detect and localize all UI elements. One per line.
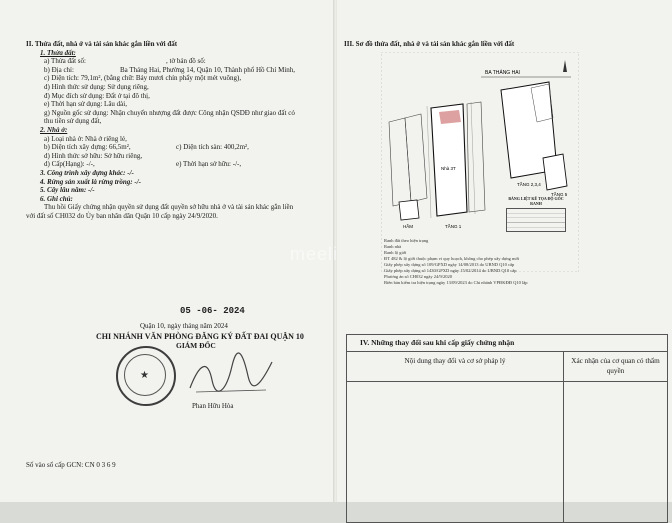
changes-section [346, 334, 668, 523]
right-page [344, 40, 660, 48]
svg-text:Nhà 3T: Nhà 3T [441, 166, 456, 171]
date-stamp: 05 -06- 2024 [180, 306, 245, 316]
street-label: BA THÁNG HAI [485, 70, 520, 76]
land-title: 1. Thửa đất: [40, 48, 76, 57]
director-title: GIÁM ĐỐC [176, 341, 216, 350]
land-item-origin-cont: thu tiền sử dụng đất, [44, 117, 102, 126]
legend-item: Giấy phép xây dựng số 109/GPXD ngày 14/08/2013 do UBND Q10 cấp [384, 262, 515, 267]
coordinate-table: BẢNG LIỆT KÊ TỌA ĐỘ GÓC RANH [506, 196, 566, 232]
land-item-origin: g) Nguồn gốc sử dụng: Nhận chuyển nhượng đất được Công nhận QSDĐ như giao đất có [44, 108, 295, 117]
col-header-confirm: Xác nhận của cơ quan có thẩm quyền [564, 352, 668, 382]
map-legend [384, 238, 594, 286]
legend-item: Giấy phép xây dựng số 1430/GPXD ngày 15/02/2014 do UBND Q10 cấp [384, 268, 517, 273]
notes-text-1: Thu hồi Giấy chứng nhận quyền sử dụng đất quyền sở hữu nhà ở và tài sản khác gắn liền [44, 203, 294, 212]
land-item-usage-form: d) Hình thức sử dụng: Sử dụng riêng, [44, 82, 149, 91]
section-3-title: III. Sơ đồ thửa đất, nhà ở và tài sản khác gắn liền với đất [344, 40, 515, 48]
changes-table [346, 334, 668, 523]
land-item-parcel: a) Thửa đất số: , tờ bản đồ số: [44, 57, 206, 66]
signer-name: Phan Hữu Hòa [192, 402, 234, 410]
legend-item: Ranh nhà [384, 244, 402, 249]
legend-item: ĐT 482 & lộ giới thuộc phạm vi quy hoạch, không cho phép xây dựng mới [384, 256, 520, 261]
land-item-address: b) Địa chỉ: Ba Tháng Hai, Phường 14, Quận 10, Thành phố Hồ Chí Minh, [44, 65, 296, 74]
agency-name: CHI NHÁNH VĂN PHÒNG ĐĂNG KÝ ĐẤT ĐAI QUẬN 10 [96, 332, 304, 341]
left-page [26, 40, 322, 220]
basement-label: HẦM [403, 224, 413, 229]
notes-text-2: với đất số CH032 do Ủy ban nhân dân Quận 10 cấp ngày 24/9/2020. [26, 211, 218, 220]
legend-item: Biên bản kiểm tra hiện trạng ngày 13/09/2023 do Chi nhánh VPĐKĐĐ Q10 lập [384, 280, 528, 285]
section-4-title: IV. Những thay đổi sau khi cấp giấy chứng nhận [360, 338, 515, 347]
legend-item: Ranh lộ giới [384, 250, 407, 255]
house-area-row: b) Diện tích xây dựng: 66,5m², c) Diện tích sàn: 400,2m², [44, 143, 249, 152]
floor-1-label: TẦNG 1 [445, 224, 462, 229]
floor-5-label: TẦNG 5 [551, 192, 568, 197]
house-title: 2. Nhà ở: [40, 125, 68, 134]
signature-icon [186, 352, 276, 398]
notes-title: 6. Ghi chú: [40, 194, 73, 203]
certificate-number: Số vào sổ cấp GCN: CN 0 3 6 9 [26, 461, 116, 469]
changes-content-cell [347, 382, 564, 523]
section-2-title: II. Thửa đất, nhà ở và tài sản khác gắn liền với đất [26, 40, 178, 48]
house-grade-row: d) Cấp(Hạng): -/-, e) Thời hạn sở hữu: -/-, [44, 160, 242, 169]
floor-2-4-label: TẦNG 2,3,4 [517, 182, 541, 187]
land-item-area: c) Diện tích: 79,1m², (bằng chữ: Bảy mươi chín phẩy một mét vuông), [44, 74, 242, 83]
perennial-line: 5. Cây lâu năm: -/- [40, 186, 95, 195]
changes-confirm-cell [564, 382, 668, 523]
legend-item: Phương án số CH032 ngày 24/9/2020 [384, 274, 452, 279]
forest-line: 4. Rừng sản xuất là rừng trồng: -/- [40, 177, 141, 186]
official-seal-icon: ★ [116, 346, 176, 406]
land-item-term: e) Thời hạn sử dụng: Lâu dài, [44, 100, 127, 109]
col-header-content: Nội dung thay đổi và cơ sở pháp lý [347, 352, 564, 382]
construction-line: 3. Công trình xây dựng khác: -/- [40, 168, 134, 177]
house-ownership: d) Hình thức sở hữu: Sở hữu riêng, [44, 151, 143, 160]
house-type: a) Loại nhà ở: Nhà ở riêng lẻ, [44, 134, 127, 143]
watermark: meeli [290, 244, 339, 264]
legend-item: Ranh đất theo hiện trạng [384, 238, 429, 243]
land-item-purpose: đ) Mục đích sử dụng: Đất ở tại đô thị, [44, 91, 150, 100]
sign-date: Quận 10, ngày tháng năm 2024 [140, 322, 228, 330]
